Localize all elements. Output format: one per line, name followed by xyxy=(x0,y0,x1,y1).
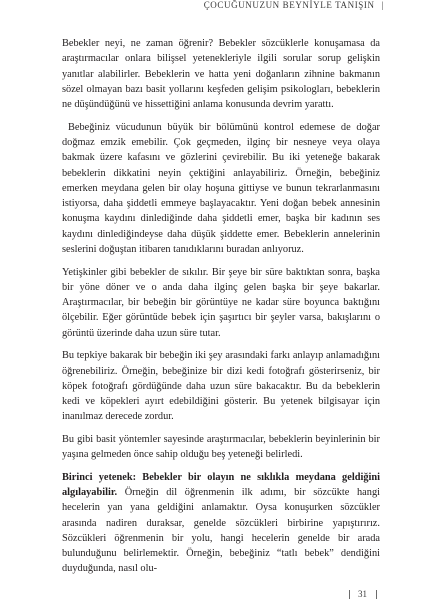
paragraph: Bu gibi basit yöntemler sayesinde araştırmacılar, bebeklerin beyinlerinin bir yaşına gelmeden önce sahip olduğu beş yeteneği belirledi. xyxy=(62,433,380,461)
running-header-title: ÇOCUĞUNUZUN BEYNİYLE TANIŞIN xyxy=(203,0,375,10)
paragraph: Bebeğiniz vücudunun büyük bir bölümünü kontrol edemese de doğar doğmaz emzik emebilir. Çok geçmeden, ilginç bir nesneye veya olaya bakmak üzere kafasını ve gözlerini çevirebilir. Bu iki yeteneğe bakarak bebeklerin dikkatini neyin çektiğini anlayabiliriz. Örneğin, bebeğiniz emerken meydana gelen bir olay hoşuna gittiyse ve bunun tekrarlanmasını istiyorsa, daha şiddetli emmeye başlayacaktır. Yeni doğan bebek annesinin konuşma kaydını dinlediğinde daha şiddetli emer, başka bir kadının ses kaydını dinlediğindeyse daha düşük şiddette emer. Bebeklerin annelerinin seslerini doğuştan itibaren tanıdıklarını buradan anlıyoruz. xyxy=(62,121,380,256)
body-text xyxy=(62,36,380,584)
bold-lead: Birinci yetenek: Bebekler bir olayın ne sıklıkla meydana geldiğini algılayabilir. xyxy=(62,471,380,498)
paragraph-first-skill xyxy=(62,470,380,577)
footer-divider-right xyxy=(376,590,377,599)
running-header-separator: | xyxy=(381,0,384,10)
paragraph: Yetişkinler gibi bebekler de sıkılır. Bir şeye bir süre baktıktan sonra, başka bir yöne döner ve o anda daha ilginç gelen başka bir şeye bakarlar. Araştırmacılar, bir bebeğin bir görüntüye ne kadar süre boyunca baktığını ölçebilir. Eğer görüntüde bebek için şaşırtıcı bir şeyler varsa, bakışlarını o görüntü üzerinde daha uzun süre tutar. xyxy=(62,266,380,339)
paragraph-text: Örneğin dil öğrenmenin ilk adımı, bir sözcükte hangi hecelerin yan yana geldiğini anlamaktır. Oysa konuşurken sözcükler arasında nadiren duraksar, genelde sözcükleri birbirine yapıştırırız. Sözcükleri öğrenmenin bir yolu, hangi hecelerin genelde bir arada bulunduğunu belirlemektir. Örneğin, bebeğiniz “tatlı bebek” dendiğini duyduğunda, nasıl olu- xyxy=(62,486,380,575)
paragraph: Bu tepkiye bakarak bir bebeğin iki şey arasındaki farkı anlayıp anlamadığını öğrenebiliriz. Örneğin, bebeğinize bir dizi kedi fotoğrafı gösterirseniz, bir köpek fotoğrafı gördüğünde daha uzun süre bakacaktır. Bu da bebeklerin kedi ve köpekleri ayırt edebildiğini gösterir. Bu yetenek bilgisayar için inanılmaz derecede zordur. xyxy=(62,350,380,423)
footer-divider-left xyxy=(349,590,350,599)
page-number: 31 xyxy=(358,589,367,599)
running-header xyxy=(204,0,384,10)
paragraph: Bebekler neyi, ne zaman öğrenir? Bebekler sözcüklerle konuşamasa da araştırmacılar onlara bilişsel yetenekleriyle ilgili sorular sorup gelişkin yanıtlar alabilirler. Bebeklerin ve hatta yeni doğanların zihnine bakmanın sözel olmayan bazı basit yollarını keşfeden gelişim psikologları, bebeklerin ne düşündüğünü ve hissettiğini anlama konusunda devrim yarattı. xyxy=(62,38,380,111)
